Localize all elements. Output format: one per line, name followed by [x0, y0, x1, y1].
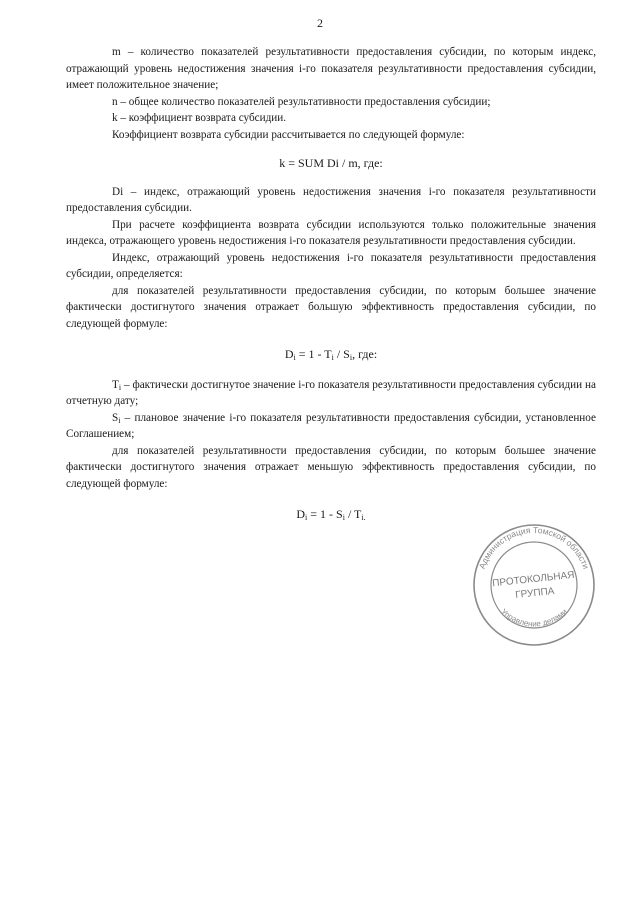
paragraph-di: Di – индекс, отражающий уровень недостижения значения i-го показателя результативности предоставления субсидии. [66, 185, 596, 214]
stamp-outer-text: Администрация Томской области [476, 524, 592, 571]
paragraph-larger-is-worse: для показателей результативности предоставления субсидии, по которым большее значение фактически достигнутого значения отражает меньшую эффективность предоставления субсидии, по следующей формуле: [66, 444, 596, 490]
stamp-center-line2: ГРУППА [514, 585, 555, 601]
formula-k: k = SUM Di / m, где: [279, 156, 383, 170]
paragraph-larger-is-better: для показателей результативности предоставления субсидии, по которым большее значение фактически достигнутого значения отражает большую эффективность предоставления субсидии, по следующей формуле: [66, 284, 596, 330]
page-number: 2 [317, 16, 323, 30]
paragraph-n: n – общее количество показателей результативности предоставления субсидии; [112, 95, 491, 108]
official-stamp [469, 520, 599, 650]
formula-d2: $D_i = 1 - S_i / T_{i.}$ [296, 507, 366, 522]
paragraph-k: k – коэффициент возврата субсидии. [112, 112, 287, 124]
paragraph-index-determined: Индекс, отражающий уровень недостижения i-го показателя результативности предоставления субсидии, определяется: [66, 251, 596, 280]
document-body [66, 44, 596, 523]
paragraph-positive-values: При расчете коэффициента возврата субсидии используются только положительные значения индекса, отражающего уровень недостижения i-го показателя результативности предоставления субсидии. [66, 218, 596, 247]
stamp-bottom-text: Управление делами [499, 607, 569, 629]
stamp-center-line1: ПРОТОКОЛЬНАЯ [491, 569, 576, 590]
paragraph-m: m – количество показателей результативности предоставления субсидии, по которым индекс, отражающий уровень недостижения значения i-го показателя результативности предоставления субсидии, имеет положительное значение; [66, 46, 596, 91]
formula-d1: $D_i = 1 - T_i / S_i$, где: [284, 347, 378, 362]
definition-s: $S_i$ – плановое значение i-го показателя результативности предоставления субсидии, установленное Соглашением; [66, 411, 596, 440]
definition-t: $T_i$ – фактически достигнутое значение i-го показателя результативности предоставления субсидии на отчетную дату; [66, 378, 596, 407]
paragraph-k-formula-intro: Коэффициент возврата субсидии рассчитывается по следующей формуле: [112, 128, 465, 141]
